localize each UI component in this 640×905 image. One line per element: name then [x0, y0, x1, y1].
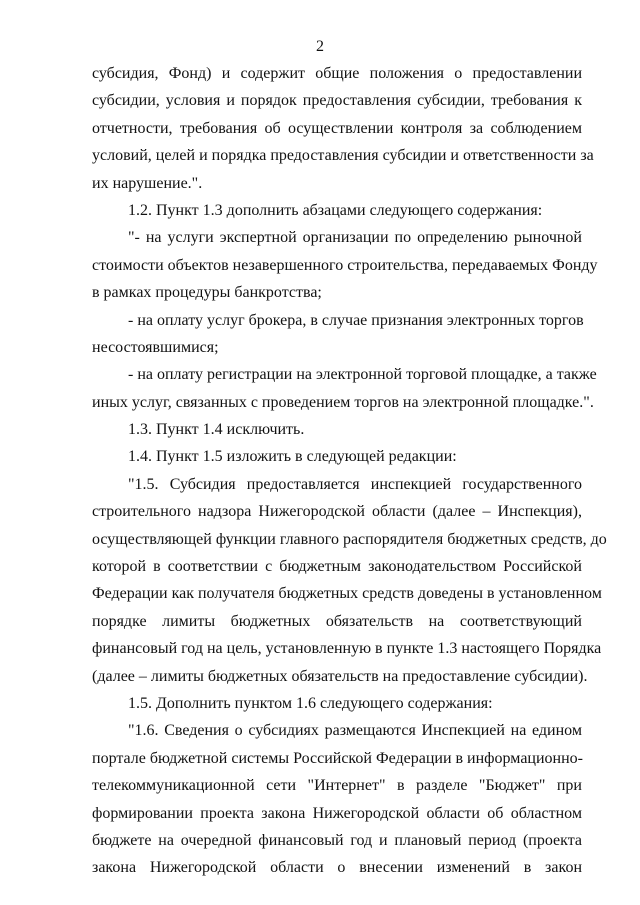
text-line: портале бюджетной системы Российской Федерации в информационно-	[92, 749, 583, 767]
text-line: несостоявшимися;	[92, 338, 219, 356]
document-body	[92, 60, 607, 882]
text-line: субсидии, условия и порядок предоставления субсидии, требования к	[92, 92, 582, 110]
text-line: "1.5. Субсидия предоставляется инспекцией государственного	[128, 475, 582, 493]
text-line: "- на услуги экспертной организации по определению рыночной	[128, 229, 582, 247]
text-line: 1.4. Пункт 1.5 изложить в следующей редакции:	[128, 448, 457, 466]
text-line: закона Нижегородской области о внесении изменений в закон	[92, 859, 582, 877]
text-line: их нарушение.".	[92, 174, 203, 192]
text-line: в рамках процедуры банкротства;	[92, 284, 322, 302]
text-line: Федерации как получателя бюджетных средств доведены в установленном	[92, 585, 602, 603]
text-line: бюджете на очередной финансовый год и плановый период (проекта	[92, 831, 582, 849]
text-line: условий, целей и порядка предоставления субсидии и ответственности за	[92, 147, 594, 165]
text-line: иных услуг, связанных с проведением торгов на электронной площадке.".	[92, 393, 594, 411]
text-line: 1.2. Пункт 1.3 дополнить абзацами следующего содержания:	[128, 201, 543, 219]
text-line: строительного надзора Нижегородской области (далее – Инспекция),	[92, 503, 582, 521]
text-line: телекоммуникационной сети "Интернет" в разделе "Бюджет" при	[92, 777, 582, 795]
text-line: которой в соответствии с бюджетным законодательством Российской	[92, 558, 582, 576]
text-line: субсидия, Фонд) и содержит общие положения о предоставлении	[92, 65, 582, 82]
text-line: порядке лимиты бюджетных обязательств на соответствующий	[92, 612, 582, 630]
text-line: - на оплату регистрации на электронной торговой площадке, а также	[128, 366, 597, 384]
text-line: 1.3. Пункт 1.4 исключить.	[128, 421, 305, 439]
text-line: формировании проекта закона Нижегородской области об областном	[92, 804, 582, 822]
text-line: 1.5. Дополнить пунктом 1.6 следующего содержания:	[128, 694, 493, 712]
text-line: стоимости объектов незавершенного строительства, передаваемых Фонду	[92, 256, 598, 274]
text-line: осуществляющей функции главного распорядителя бюджетных средств, до	[92, 530, 607, 548]
text-line: (далее – лимиты бюджетных обязательств на предоставление субсидии).	[92, 667, 588, 685]
page-number: 2	[316, 38, 324, 55]
text-line: - на оплату услуг брокера, в случае признания электронных торгов	[128, 311, 584, 329]
text-line: финансовый год на цель, установленную в пункте 1.3 настоящего Порядка	[92, 640, 602, 658]
text-line: отчетности, требования об осуществлении контроля за соблюдением	[92, 119, 582, 137]
text-line: "1.6. Сведения о субсидиях размещаются Инспекцией на едином	[128, 722, 582, 740]
